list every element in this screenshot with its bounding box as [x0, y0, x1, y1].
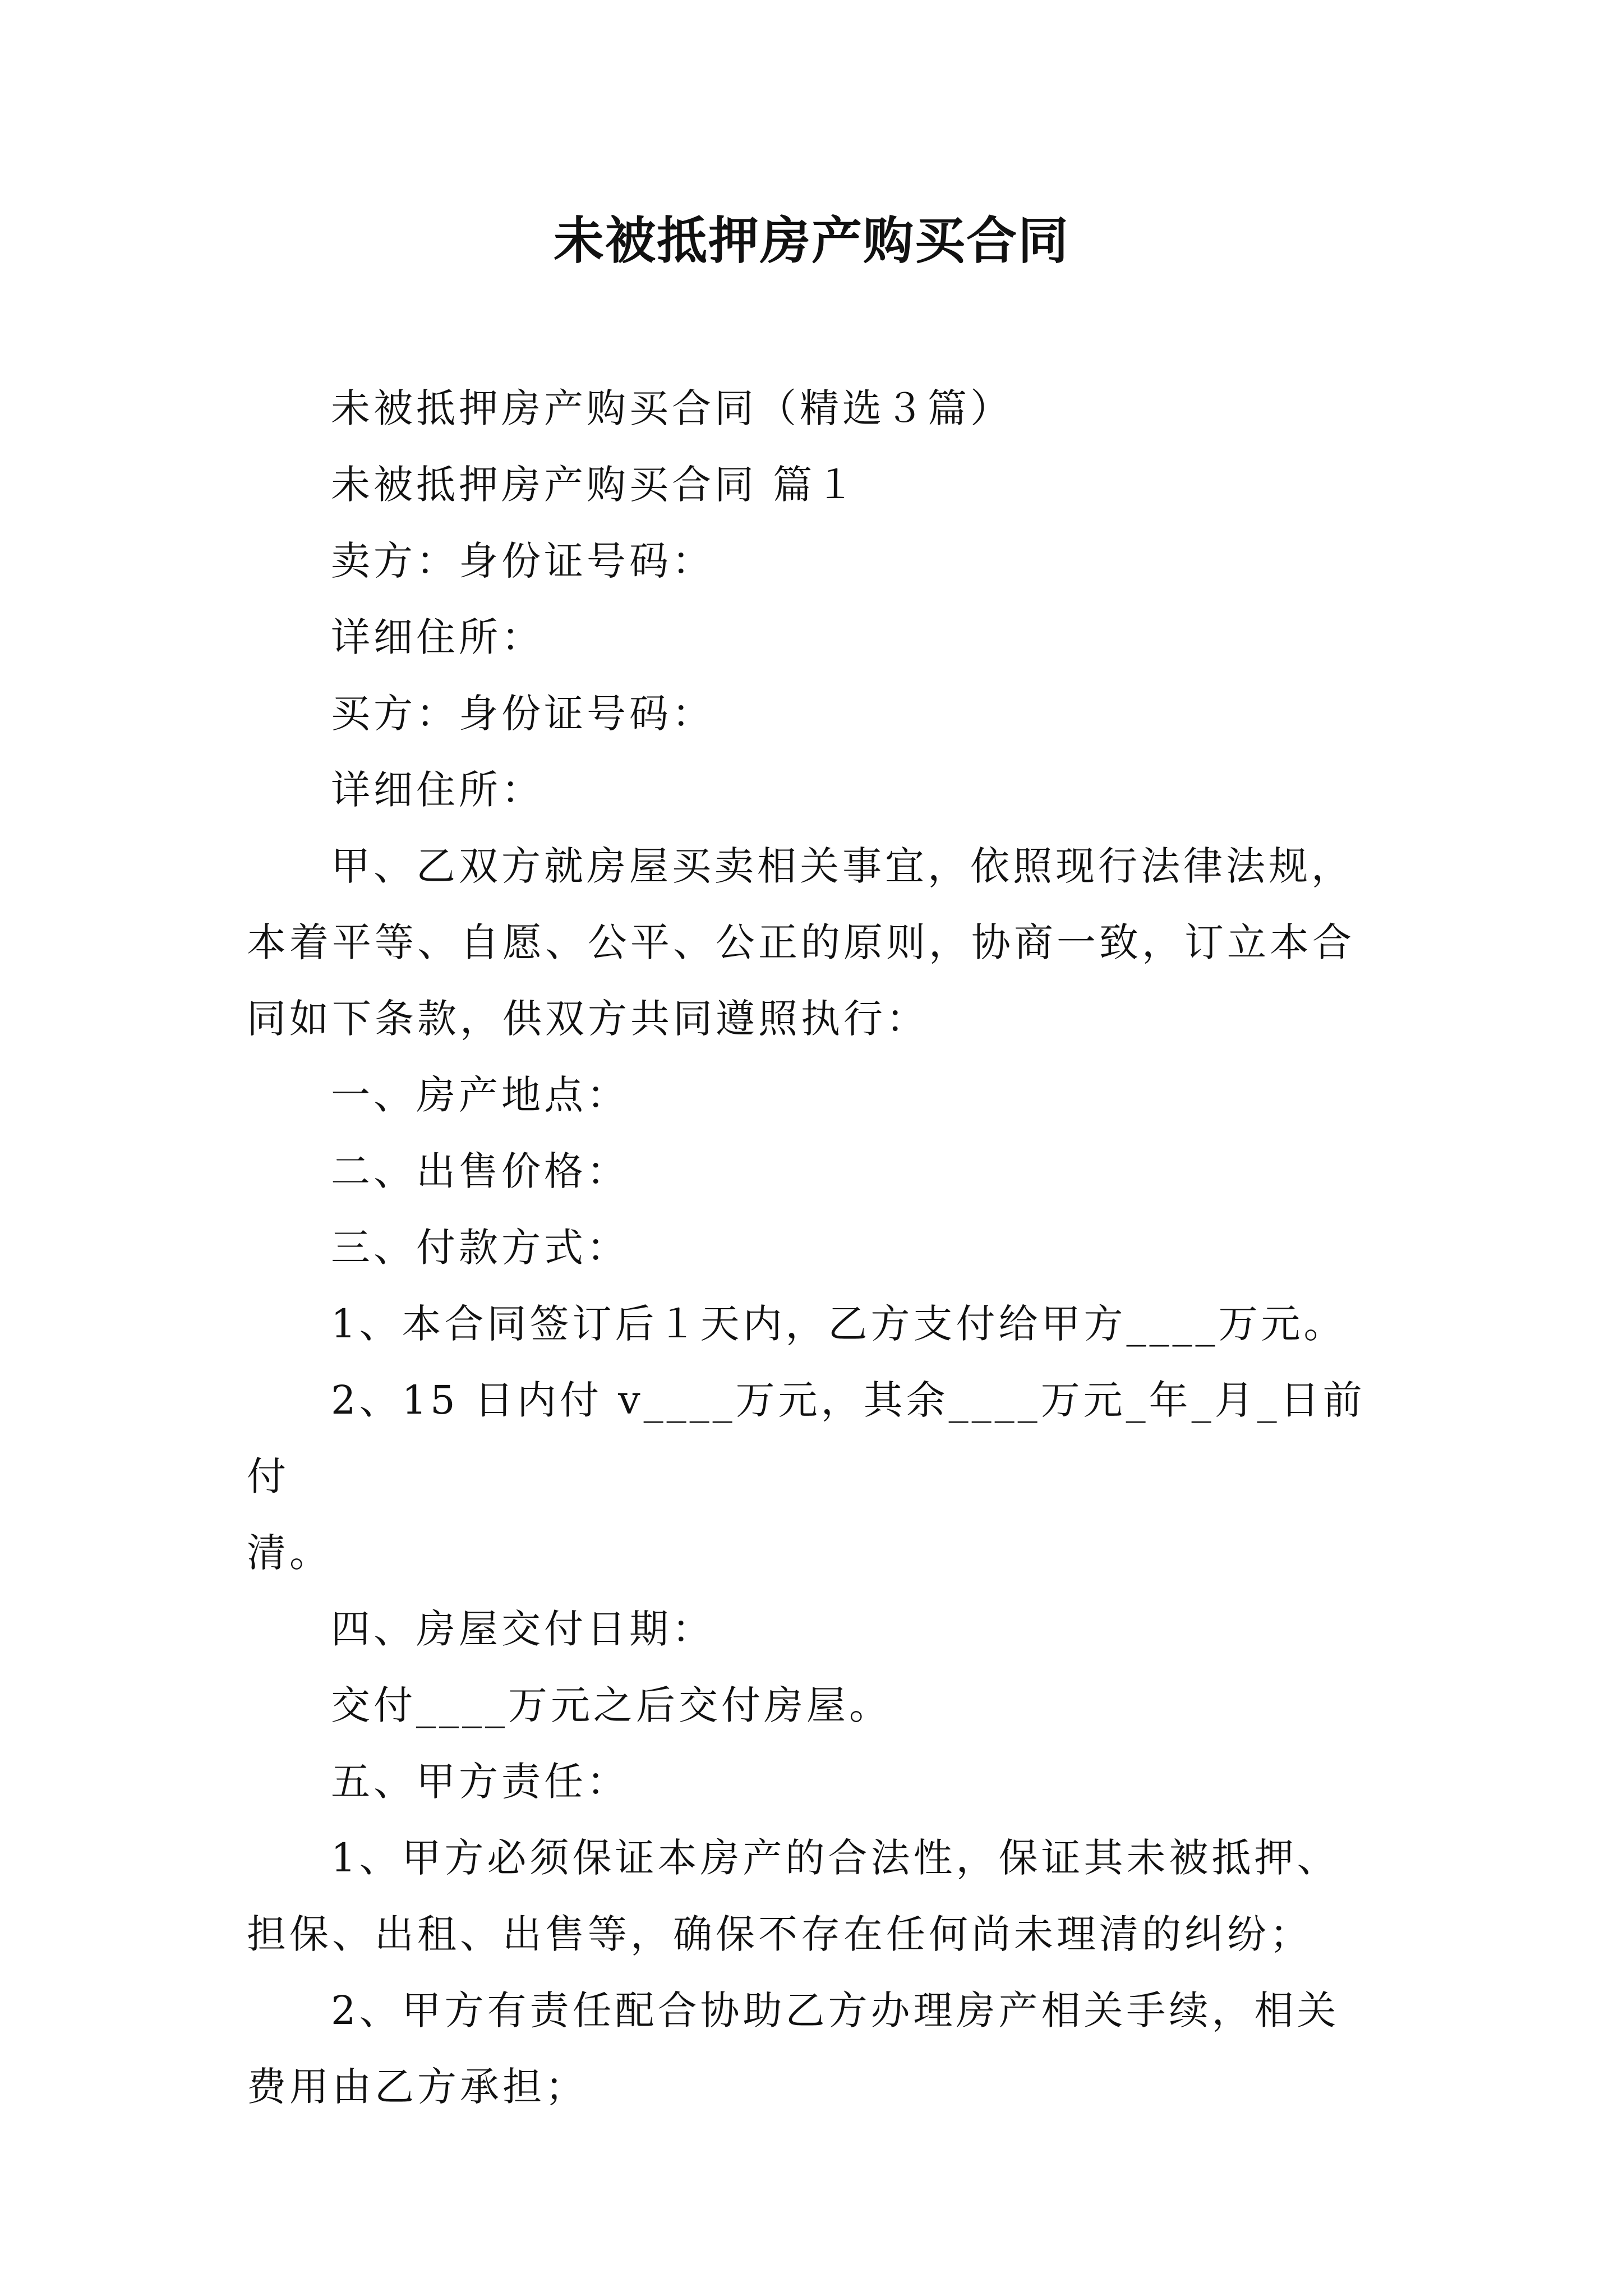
text-line: 交付____万元之后交付房屋。 [331, 1682, 892, 1728]
text-line: 1、本合同签订后１天内，乙方支付给甲方____万元。 [331, 1301, 1347, 1347]
text-line: 本着平等、自愿、公平、公正的原则，协商一致，订立本合 [247, 919, 1355, 965]
text-line: 1、甲方必须保证本房产的合法性，保证其未被抵押、 [331, 1835, 1340, 1881]
document-body [247, 370, 1385, 2125]
paragraph-buyer-address [247, 752, 1385, 828]
text-line: 未被抵押房产购买合同 篇１ [331, 462, 859, 508]
paragraph-clause-4 [247, 1591, 1385, 1667]
paragraph-payment-1 [247, 1286, 1385, 1362]
paragraph-payment-2 [247, 1362, 1385, 1591]
paragraph-clause-5 [247, 1743, 1385, 1820]
text-line: 详细住所： [331, 614, 544, 660]
paragraph-clause-1 [247, 1057, 1385, 1133]
text-line: 买方：身份证号码： [331, 691, 714, 737]
paragraph-subtitle [247, 370, 1385, 447]
text-line: 同如下条款，供双方共同遵照执行： [247, 996, 929, 1042]
text-line: 四、房屋交付日期： [331, 1606, 714, 1652]
paragraph-seller [247, 523, 1385, 599]
text-line: 未被抵押房产购买合同（精选３篇） [331, 385, 1013, 431]
paragraph-clause-3 [247, 1209, 1385, 1286]
paragraph-section-heading [247, 447, 1385, 523]
paragraph-preamble [247, 828, 1385, 1057]
text-line: 卖方：身份证号码： [331, 538, 714, 584]
text-line: 担保、出租、出售等，确保不存在任何尚未理清的纠纷； [247, 1911, 1312, 1957]
text-line: 二、出售价格： [331, 1148, 629, 1194]
text-line: 2、15 日内付 v____万元，其余____万元_年_月_日前付 [247, 1377, 1366, 1499]
text-line: 一、房产地点： [331, 1072, 629, 1118]
paragraph-duty-1 [247, 1820, 1385, 1972]
text-line: 三、付款方式： [331, 1225, 629, 1271]
text-line: 甲、乙双方就房屋买卖相关事宜，依照现行法律法规， [331, 843, 1354, 889]
paragraph-duty-2 [247, 1972, 1385, 2125]
paragraph-delivery [247, 1667, 1385, 1743]
text-line: 五、甲方责任： [331, 1759, 629, 1805]
paragraph-seller-address [247, 599, 1385, 675]
paragraph-buyer [247, 675, 1385, 752]
document-title: 未被抵押房产购买合同 [554, 211, 1069, 270]
text-line: 费用由乙方承担； [247, 2064, 588, 2110]
paragraph-clause-2 [247, 1133, 1385, 1209]
text-line: 清。 [247, 1530, 332, 1576]
text-line: 详细住所： [331, 767, 544, 813]
text-line: 2、甲方有责任配合协助乙方办理房产相关手续，相关 [331, 1987, 1340, 2033]
